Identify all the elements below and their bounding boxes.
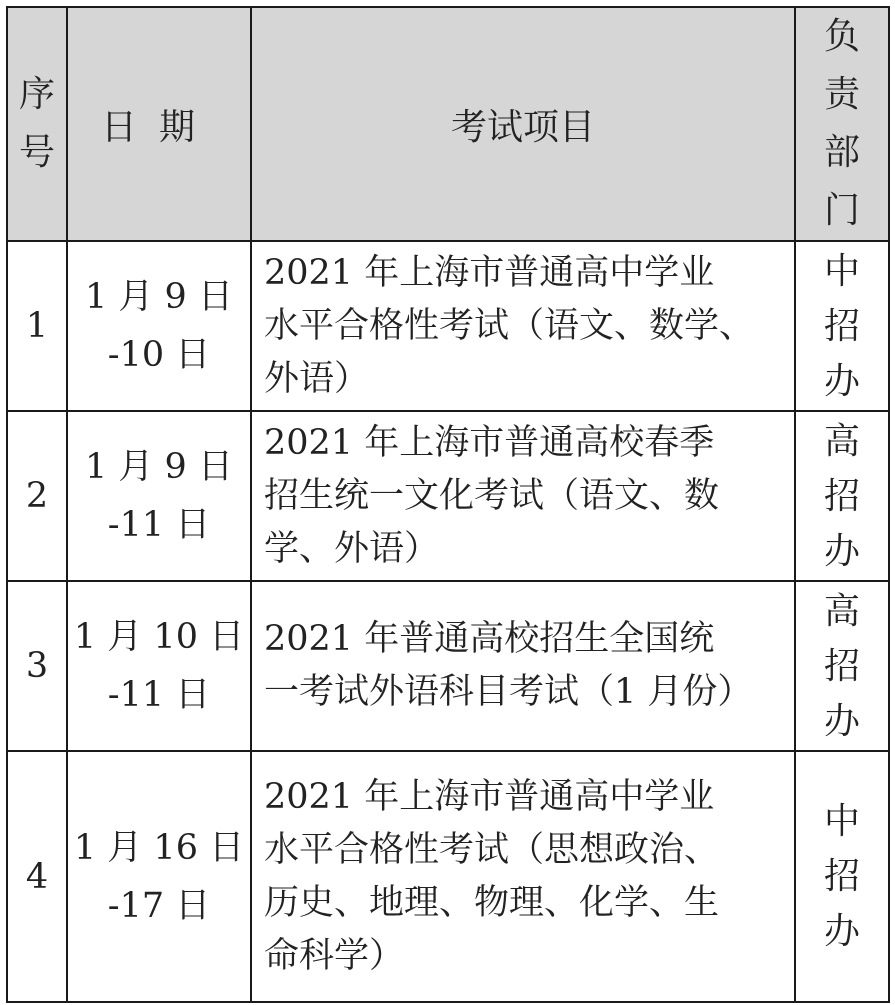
department-char: 招 [823,645,860,687]
row-subject [251,751,795,1002]
subject-line: 水平合格性考试（思想政治、 [264,829,720,870]
department-char: 办 [823,360,860,402]
row-department [795,581,889,751]
subject-line: 2021 年普通高校招生全国统 [264,619,715,659]
department-char: 办 [823,911,860,952]
row-subject [251,411,795,581]
subject-line: 学、外语） [264,528,440,569]
department-char: 高 [823,590,860,632]
date-line: -10 日 [107,335,211,375]
department-char: 办 [823,530,860,572]
row-index: 4 [7,751,67,1002]
header-subject: 考试项目 [251,7,795,241]
row-date [67,411,251,581]
date-line: -11 日 [107,505,211,545]
department-char: 招 [823,856,860,897]
date-line: 1 月 16 日 [73,827,245,868]
header-department [795,7,889,241]
row-subject [251,581,795,751]
exam-schedule-table [6,6,890,1003]
table-row [7,241,889,411]
subject-line: 招生统一文化考试（语文、数 [264,475,720,516]
header-index [7,7,67,241]
date-line: 1 月 10 日 [73,617,245,657]
header-department-char: 门 [823,190,860,231]
department-char: 中 [823,250,860,292]
subject-line: 水平合格性考试（语文、数学、 [264,305,755,346]
row-date [67,581,251,751]
department-char: 中 [823,801,860,842]
subject-line: 2021 年上海市普通高校春季 [264,422,715,463]
date-line: 1 月 9 日 [85,277,233,317]
row-date [67,241,251,411]
header-department-char: 部 [823,132,860,173]
subject-line: 命科学） [264,935,405,976]
table-row [7,751,889,1002]
subject-line: 历史、地理、物理、化学、生 [264,882,720,923]
subject-line: 一考试外语科目考试（1 月份） [264,672,753,712]
row-index: 3 [7,581,67,751]
department-char: 招 [823,305,860,347]
date-line: 1 月 9 日 [85,447,233,487]
row-department [795,241,889,411]
header-index-char: 号 [18,132,55,173]
row-subject [251,241,795,411]
row-index: 1 [7,241,67,411]
department-char: 办 [823,700,860,742]
row-department [795,411,889,581]
date-line: -17 日 [107,885,211,926]
subject-line: 2021 年上海市普通高中学业 [264,252,715,293]
date-line: -11 日 [107,675,211,715]
subject-line: 外语） [264,358,370,399]
header-department-char: 责 [823,74,860,115]
header-department-char: 负 [823,16,860,57]
row-index: 2 [7,411,67,581]
department-char: 高 [823,420,860,462]
header-index-char: 序 [18,74,55,115]
table-row [7,581,889,751]
row-department [795,751,889,1002]
row-date [67,751,251,1002]
subject-line: 2021 年上海市普通高中学业 [264,776,715,817]
header-row [7,7,889,241]
department-char: 招 [823,475,860,517]
table-row [7,411,889,581]
header-date: 日期 [67,7,251,241]
